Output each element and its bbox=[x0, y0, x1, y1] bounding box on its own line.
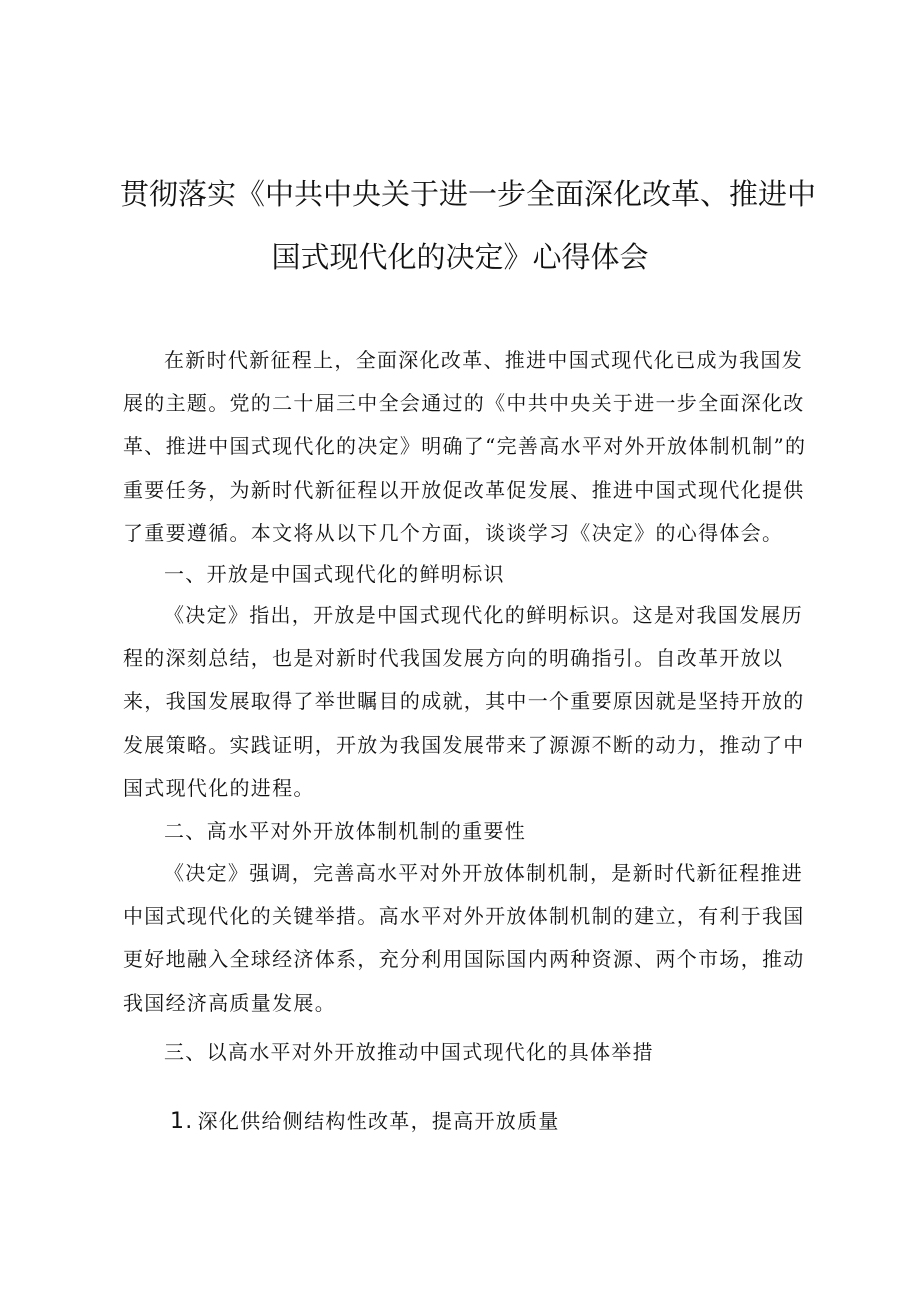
section-1-heading: 一、开放是中国式现代化的鲜明标识 bbox=[164, 562, 505, 586]
section-3-heading: 三、以高水平对外开放推动中国式现代化的具体举措 bbox=[164, 1040, 654, 1064]
section-1-paragraph: 《决定》指出，开放是中国式现代化的鲜明标识。这是对我国发展历程的深刻总结，也是对新时代我国发展方向的明确指引。自改革开放以来，我国发展取得了举世瞩目的成就，其中一个重要原因就是坚持开放的发展策略。实践证明，开放为我国发展带来了源源不断的动力，推动了中国式现代化的进程。 bbox=[123, 603, 805, 800]
subitem-1-number: 1. bbox=[170, 1109, 194, 1134]
subitem-1 bbox=[170, 1106, 560, 1137]
subitem-1-text: 深化供给侧结构性改革，提高开放质量 bbox=[197, 1109, 560, 1133]
document-title-line-1: 贯彻落实《中共中央关于进一步全面深化改革、推进中 bbox=[120, 177, 817, 211]
section-2-paragraph: 《决定》强调，完善高水平对外开放体制机制，是新时代新征程推进中国式现代化的关键举措。高水平对外开放体制机制的建立，有利于我国更好地融入全球经济体系，充分利用国际国内两种资源、两个市场，推动我国经济高质量发展。 bbox=[123, 861, 805, 1015]
section-2-heading: 二、高水平对外开放体制机制的重要性 bbox=[164, 819, 527, 843]
intro-paragraph: 在新时代新征程上，全面深化改革、推进中国式现代化已成为我国发展的主题。党的二十届三中全会通过的《中共中央关于进一步全面深化改革、推进中国式现代化的决定》明确了“完善高水平对外开放体制机制”的重要任务，为新时代新征程以开放促改革促发展、推进中国式现代化提供了重要遵循。本文将从以下几个方面，谈谈学习《决定》的心得体会。 bbox=[123, 348, 807, 545]
document-title-line-2: 国式现代化的决定》心得体会 bbox=[271, 240, 649, 274]
